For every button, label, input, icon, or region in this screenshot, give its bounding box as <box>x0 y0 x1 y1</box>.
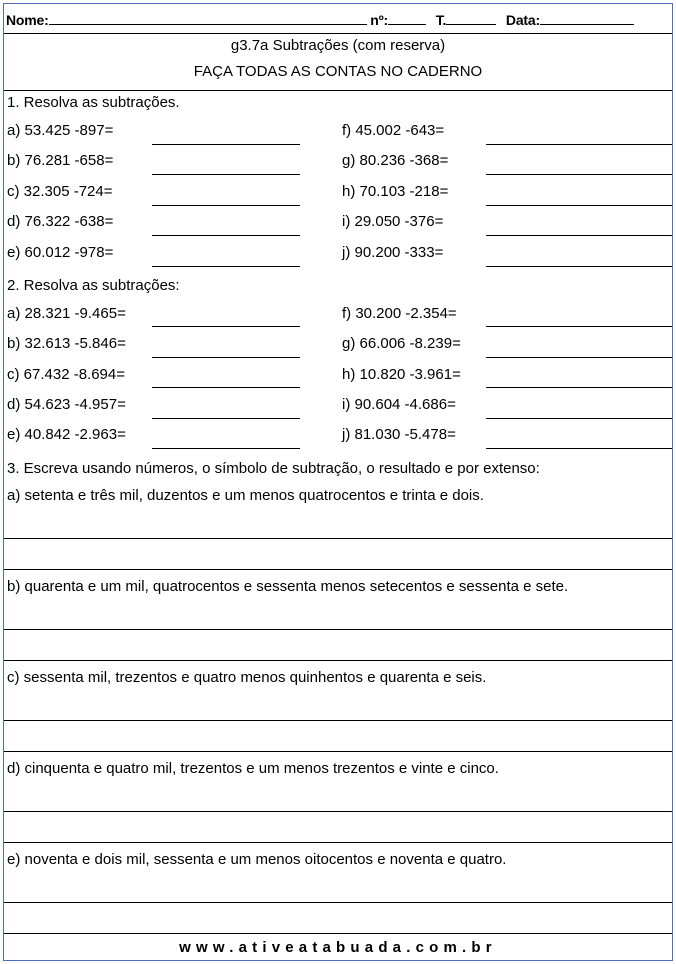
answer-line-3b-1[interactable] <box>4 629 672 630</box>
section3-heading: 3. Escreva usando números, o símbolo de subtração, o resultado e por extenso: <box>7 460 540 477</box>
answer-blank-2d[interactable] <box>152 418 300 419</box>
header-row <box>6 12 634 28</box>
exercise-1d: d) 76.322 -638= <box>7 213 114 230</box>
exercise-2d: d) 54.623 -4.957= <box>7 396 126 413</box>
exercise-3a: a) setenta e três mil, duzentos e um menos quatrocentos e trinta e dois. <box>7 487 484 504</box>
answer-blank-1h[interactable] <box>486 205 672 206</box>
answer-blank-2g[interactable] <box>486 357 672 358</box>
section2-heading: 2. Resolva as subtrações: <box>7 277 180 294</box>
site-footer: www.ativeatabuada.com.br <box>179 939 497 956</box>
exercise-1b: b) 76.281 -658= <box>7 152 114 169</box>
answer-line-3a-1[interactable] <box>4 538 672 539</box>
exercise-3e: e) noventa e dois mil, sessenta e um menos oitocentos e noventa e quatro. <box>7 851 507 868</box>
answer-blank-1e[interactable] <box>152 266 300 267</box>
exercise-1a: a) 53.425 -897= <box>7 122 114 139</box>
answer-blank-1a[interactable] <box>152 144 300 145</box>
exercise-2j: j) 81.030 -5.478= <box>342 426 456 443</box>
exercise-3c: c) sessenta mil, trezentos e quatro menos quinhentos e quarenta e seis. <box>7 669 487 686</box>
answer-blank-1f[interactable] <box>486 144 672 145</box>
answer-blank-1j[interactable] <box>486 266 672 267</box>
answer-blank-1d[interactable] <box>152 235 300 236</box>
section1-heading: 1. Resolva as subtrações. <box>7 94 180 111</box>
exercise-1g: g) 80.236 -368= <box>342 152 449 169</box>
answer-line-3e-1[interactable] <box>4 902 672 903</box>
answer-blank-2j[interactable] <box>486 448 672 449</box>
answer-blank-2c[interactable] <box>152 387 300 388</box>
answer-blank-2e[interactable] <box>152 448 300 449</box>
answer-line-3c-2[interactable] <box>4 751 672 752</box>
exercise-1c: c) 32.305 -724= <box>7 183 113 200</box>
page-title: g3.7a Subtrações (com reserva) <box>230 37 446 54</box>
answer-blank-1g[interactable] <box>486 174 672 175</box>
exercise-2f: f) 30.200 -2.354= <box>342 305 457 322</box>
exercise-1i: i) 29.050 -376= <box>342 213 444 230</box>
name-label: Nome: <box>6 12 49 28</box>
exercise-2b: b) 32.613 -5.846= <box>7 335 126 352</box>
answer-blank-2b[interactable] <box>152 357 300 358</box>
answer-line-3c-1[interactable] <box>4 720 672 721</box>
exercise-2g: g) 66.006 -8.239= <box>342 335 461 352</box>
answer-line-3b-2[interactable] <box>4 660 672 661</box>
answer-blank-1c[interactable] <box>152 205 300 206</box>
exercise-3d: d) cinquenta e quatro mil, trezentos e um menos trezentos e vinte e cinco. <box>7 760 499 777</box>
exercise-1f: f) 45.002 -643= <box>342 122 445 139</box>
exercise-1e: e) 60.012 -978= <box>7 244 114 261</box>
exercise-2i: i) 90.604 -4.686= <box>342 396 456 413</box>
exercise-2a: a) 28.321 -9.465= <box>7 305 126 322</box>
answer-blank-1i[interactable] <box>486 235 672 236</box>
date-label: Data: <box>505 12 540 28</box>
header-divider <box>4 33 672 34</box>
class-blank[interactable] <box>446 12 496 25</box>
answer-line-3e-2[interactable] <box>4 933 672 934</box>
answer-blank-1b[interactable] <box>152 174 300 175</box>
title-divider <box>4 90 672 91</box>
answer-line-3a-2[interactable] <box>4 569 672 570</box>
date-blank[interactable] <box>540 12 634 25</box>
name-blank[interactable] <box>49 12 367 25</box>
answer-blank-2h[interactable] <box>486 387 672 388</box>
number-label: nº: <box>370 12 388 28</box>
answer-line-3d-1[interactable] <box>4 811 672 812</box>
answer-line-3d-2[interactable] <box>4 842 672 843</box>
number-blank[interactable] <box>388 12 426 25</box>
answer-blank-2f[interactable] <box>486 326 672 327</box>
answer-blank-2a[interactable] <box>152 326 300 327</box>
exercise-2h: h) 10.820 -3.961= <box>342 366 461 383</box>
page-subtitle: FAÇA TODAS AS CONTAS NO CADERNO <box>193 63 483 80</box>
exercise-2c: c) 67.432 -8.694= <box>7 366 126 383</box>
exercise-3b: b) quarenta e um mil, quatrocentos e sessenta menos setecentos e sessenta e sete. <box>7 578 569 595</box>
answer-blank-2i[interactable] <box>486 418 672 419</box>
exercise-2e: e) 40.842 -2.963= <box>7 426 126 443</box>
worksheet <box>3 3 673 961</box>
exercise-1j: j) 90.200 -333= <box>342 244 444 261</box>
class-label: T. <box>435 12 447 28</box>
exercise-1h: h) 70.103 -218= <box>342 183 449 200</box>
